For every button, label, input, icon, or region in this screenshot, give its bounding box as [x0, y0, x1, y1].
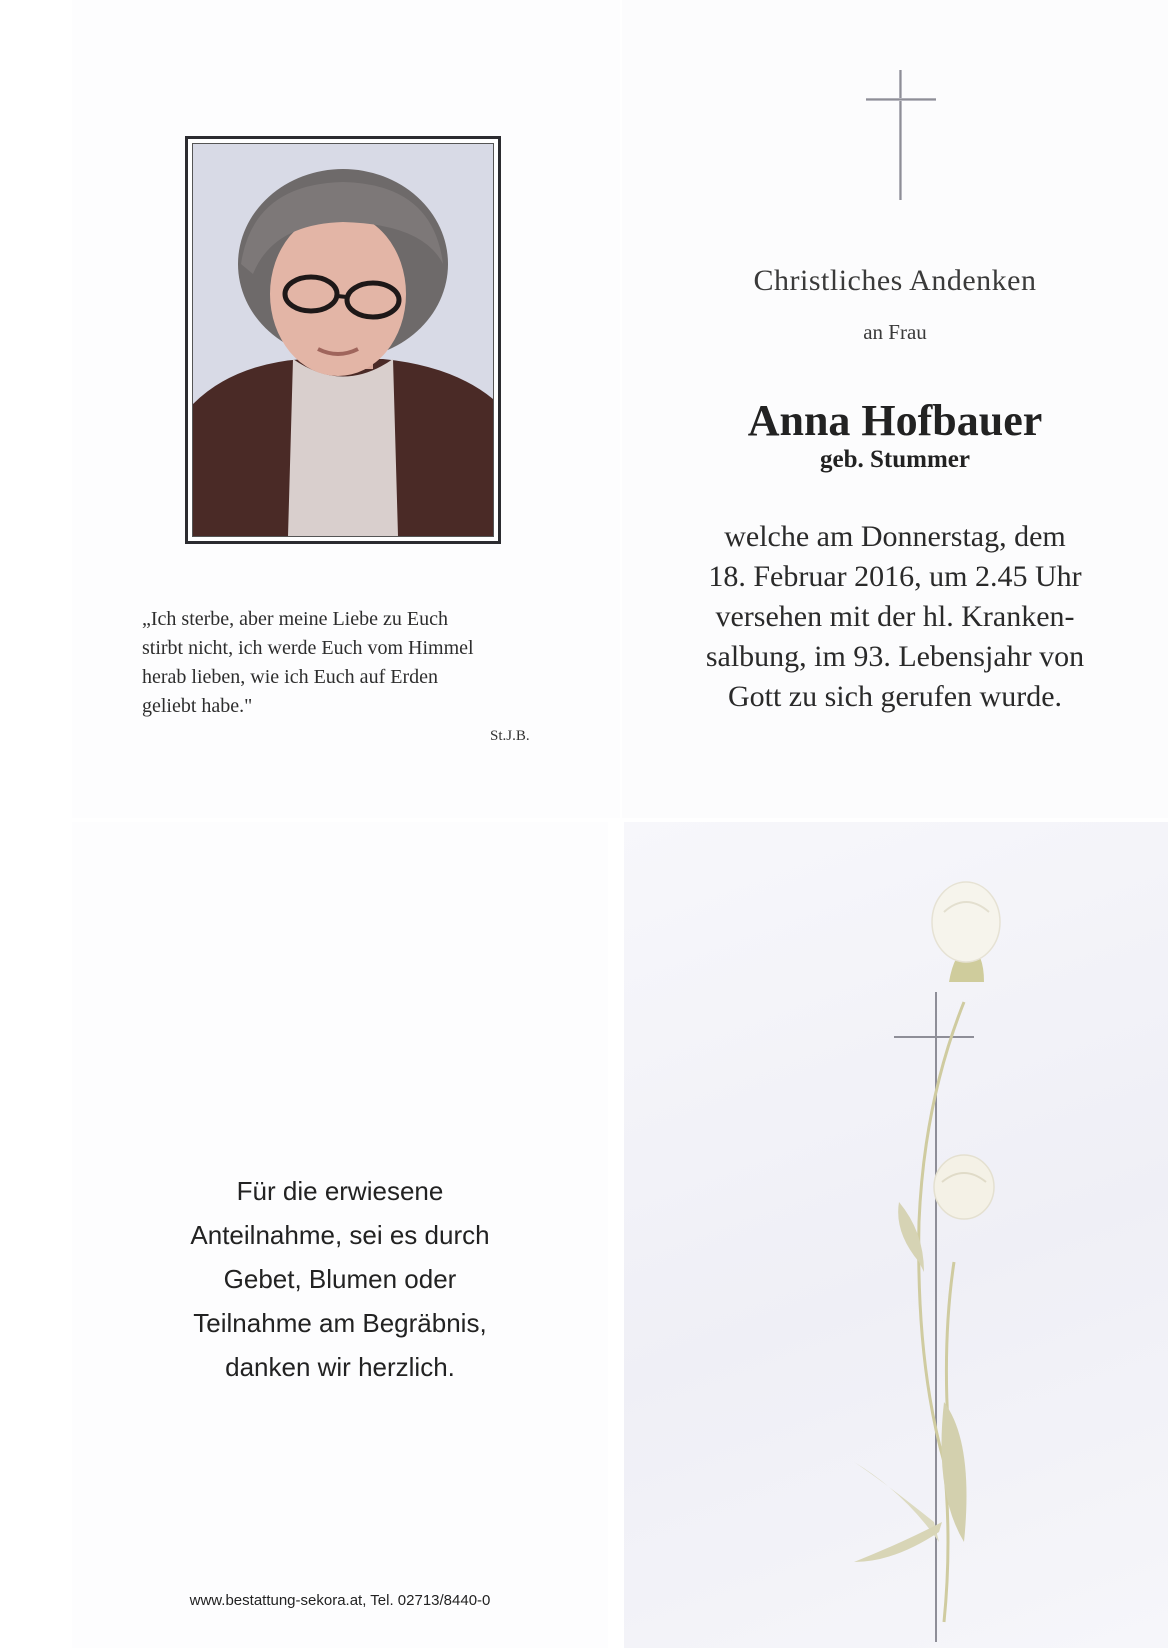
quote-signature: St.J.B. — [490, 728, 530, 744]
rose-cross-illustration — [824, 842, 1064, 1642]
maiden-name: geb. Stummer — [820, 446, 970, 473]
announcement-line-5: Gott zu sich gerufen wurde. — [727, 680, 1063, 713]
card-subtitle: an Frau — [863, 320, 927, 344]
thanks-line-1: Für die erwiesene — [236, 1176, 444, 1206]
card-title: Christliches Andenken — [753, 264, 1037, 297]
quote-line-1: „Ich sterbe, aber meine Liebe zu Euch — [142, 608, 448, 630]
announcement-line-3: versehen mit der hl. Kranken- — [715, 600, 1075, 633]
card-panel-thanks — [72, 822, 608, 1648]
leaf — [854, 1462, 939, 1542]
thanks-line-3: Gebet, Blumen oder — [223, 1264, 457, 1294]
thanks-line-4: Teilnahme am Begräbnis, — [193, 1308, 487, 1338]
cross-icon — [866, 70, 936, 200]
portrait-frame — [185, 136, 501, 544]
card-panel-announcement — [622, 0, 1168, 818]
thanks-line-2: Anteilnahme, sei es durch — [190, 1220, 490, 1250]
footer-contact: www.bestattung-sekora.at, Tel. 02713/8440-0 — [189, 1592, 491, 1609]
rose-flower — [932, 882, 1000, 962]
quote-line-4: geliebt habe." — [142, 695, 253, 717]
card-panel-cover — [624, 822, 1168, 1648]
card-panel-photo — [72, 0, 620, 818]
quote-line-3: herab lieben, wie ich Euch auf Erden — [142, 666, 438, 688]
portrait-illustration — [193, 144, 493, 536]
portrait-photo — [192, 143, 494, 537]
deceased-name: Anna Hofbauer — [747, 396, 1043, 445]
thanks-line-5: danken wir herzlich. — [225, 1352, 455, 1382]
announcement-line-2: 18. Februar 2016, um 2.45 Uhr — [708, 560, 1082, 593]
leaf — [942, 1402, 967, 1542]
announcement-line-1: welche am Donnerstag, dem — [724, 520, 1066, 553]
announcement-line-4: salbung, im 93. Lebensjahr von — [705, 640, 1085, 673]
cross-horizontal — [894, 1036, 974, 1038]
rose-flower — [934, 1155, 994, 1219]
quote-line-2: stirbt nicht, ich werde Euch vom Himmel — [142, 637, 474, 659]
